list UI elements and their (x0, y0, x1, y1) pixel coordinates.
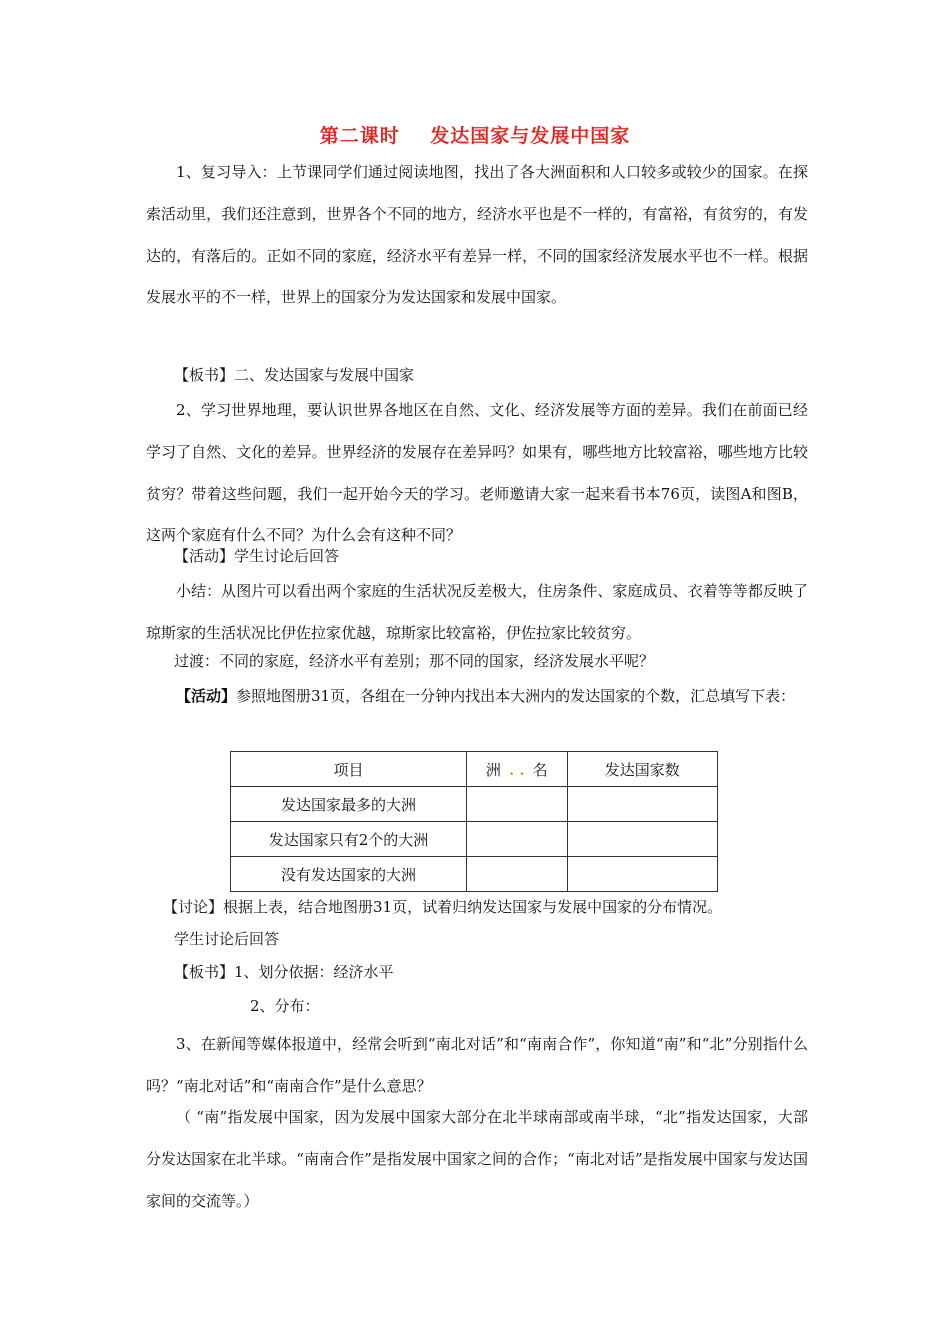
table-row-label: 发达国家只有2个的大洲 (231, 822, 467, 857)
activity-text: 参照地图册31页，各组在一分钟内找出本大洲内的发达国家的个数，汇总填写下表： (236, 687, 796, 705)
paragraph-learning-intro: 2、学习世界地理，要认识世界各地区在自然、文化、经济发展等方面的差异。我们在前面已经学习了自然、文化的差异。世界经济的发展存在差异吗？如果有，哪些地方比较富裕，哪些地方比较贫穷？带着这些问题，我们一起开始今天的学习。老师邀请大家一起来看书本76页，读图A和图B，这两个家庭有什么不同？为什么会有这种不同？ (146, 401, 808, 545)
activity-note: 【活动】学生讨论后回答 (174, 547, 340, 565)
table-header-continent-part-a: 洲 (485, 760, 501, 779)
discussion-answer: 学生讨论后回答 (174, 930, 280, 948)
table-row (231, 857, 718, 892)
page-title: 第二课时 发达国家与发展中国家 (319, 125, 631, 147)
table-header-row (231, 752, 718, 787)
paragraph-activity-table (146, 676, 808, 718)
table-row (231, 822, 718, 857)
table-cell-empty[interactable] (466, 787, 567, 822)
table-header-count: 发达国家数 (567, 752, 717, 787)
table-cell-empty[interactable] (466, 822, 567, 857)
table-cell-empty[interactable] (567, 857, 717, 892)
table-row-label: 没有发达国家的大洲 (231, 857, 467, 892)
table-cell-empty[interactable] (466, 857, 567, 892)
paragraph-summary: 小结：从图片可以看出两个家庭的生活状况反差极大，住房条件、家庭成员、衣着等等都反映了琼斯家的生活状况比伊佐拉家优越，琼斯家比较富裕，伊佐拉家比较贫穷。 (146, 582, 808, 642)
table-cell-empty[interactable] (567, 787, 717, 822)
continent-table (230, 751, 718, 892)
activity-tag: 【活动】 (176, 687, 237, 705)
table-row (231, 787, 718, 822)
table-cell-empty[interactable] (567, 822, 717, 857)
paragraph-north-south: 3、在新闻等媒体报道中，经常会听到“南北对话”和“南南合作”，你知道“南”和“北”分别指什么吗？“南北对话”和“南南合作”是什么意思？ (146, 1035, 808, 1095)
paragraph-review-intro: 1、复习导入：上节课同学们通过阅读地图，找出了各大洲面积和人口较多或较少的国家。在探索活动里，我们还注意到，世界各个不同的地方，经济水平也是不一样的，有富裕，有贫穷的，有发达的，有落后的。正如不同的家庭，经济水平有差异一样，不同的国家经济发展水平也不一样。根据发展水平的不一样，世界上的国家分为发达国家和发展中国家。 (146, 163, 808, 307)
discussion-prompt: 【讨论】根据上表，结合地图册31页，试着归纳发达国家与发展中国家的分布情况。 (163, 898, 723, 916)
table-header-continent-part-b: 名 (532, 760, 548, 779)
table-header-continent (466, 752, 567, 787)
paragraph-north-south-answer: （ “南”指发展中国家，因为发展中国家大部分在北半球南部或南半球，“北”指发达国家，大部分发达国家在北半球。“南南合作”是指发展中国家之间的合作；“南北对话”是指发展中国家与发达国家间的交流等。） (146, 1108, 808, 1210)
table-row-label: 发达国家最多的大洲 (231, 787, 467, 822)
board-note-distribution: 2、分布： (250, 997, 320, 1015)
transition-note: 过渡：不同的家庭，经济水平有差别；那不同的国家，经济发展水平呢？ (174, 652, 655, 670)
board-note-basis: 【板书】1、划分依据：经济水平 (174, 963, 394, 981)
board-note-heading: 【板书】二、发达国家与发展中国家 (174, 366, 415, 384)
dot-mark: . . (508, 760, 525, 779)
table-header-item: 项目 (231, 752, 467, 787)
